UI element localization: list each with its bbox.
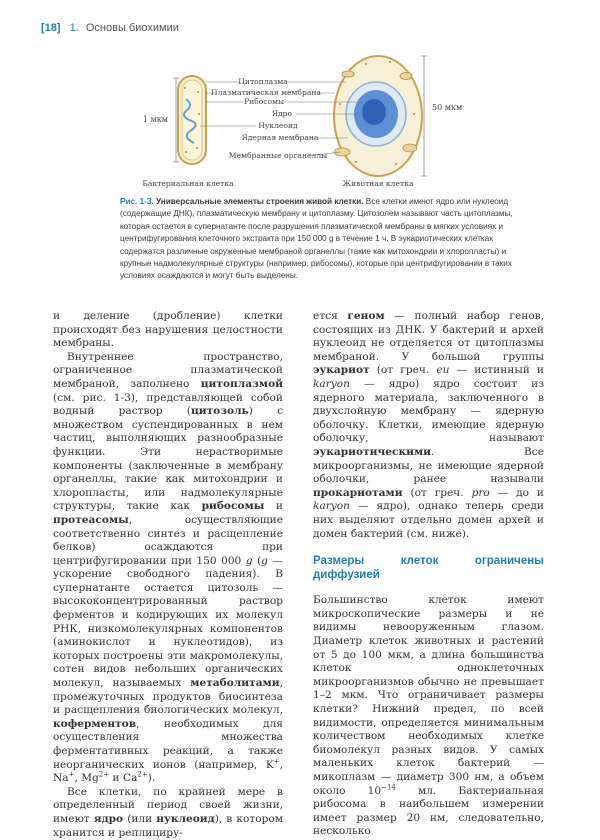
paragraph: ется геном — полный набор генов, состоящих из ДНК. У бактерий и архей нуклеоид не отделяется от цитоплазмы мембраной. У большой группы эукариот (от греч. eu — истинный и karyon — ядро) ядро состоит из ядерного материала, заключенного в двухслойную мембрану — ядерную оболочку. Клетки, имеющие ядерную оболочку, называют эукариотическими. Все микроорганизмы, не имеющие ядерной оболочки, ранее называли прокариотами (от греч. pro — до и karyon — ядро), однако теперь среди них выделяют отдельно домен архей и домен бактерий (см. ниже). [313, 310, 544, 540]
label-cytoplasm: Цитоплазма [238, 77, 288, 86]
label-nucleoid: Нуклеоид [258, 121, 298, 130]
term-proteasomes: протеасомы [53, 513, 129, 526]
animal-cell-drawing [334, 56, 427, 176]
term-eukaryotic: эукариотическими [313, 445, 432, 458]
paragraph: Все клетки, по крайней мере в определенный период своей жизни, имеют ядро (или нуклеоид), в котором хранится и реплициру- [53, 785, 283, 839]
label-animal-cell: Животная клетка [342, 179, 414, 188]
term-nucleus: ядро [93, 812, 124, 825]
scale-bacterium: 1 мкм [142, 115, 168, 124]
label-bacterial-cell: Бактериальная клетка [142, 179, 234, 188]
paragraph: Большинство клеток имеют микроскопические размеры и не видимы невооруженным глазом. Диаметр клеток животных и растений от 5 до 100 мкм, а длина большинства клеток одноклеточных микроорганизмов обычно не превышает 1–2 мкм. Что ограничивает размеры клетки? Нижний предел, по всей видимости, определяется минимальным количеством необходимых клетке биомолекул разных видов. У самых маленьких клеток бактерий — микоплазм — диаметр 300 нм, а объем около $10^{-14}$ мл. Бактериальная рибосома в наибольшем измерении имеет размер 20 нм, следовательно, несколько [313, 594, 544, 838]
right-column [313, 310, 544, 839]
left-column [53, 310, 283, 840]
paragraph: Внутреннее пространство, ограниченное плазматической мембраной, заполнено цитоплазмой (см. рис. 1-3), представляющей собой водный раствор (цитозоль) с множеством суспендированных в нем частиц, выполняющих разнообразные функции. Эти нерастворимые компоненты (заключенные в мембрану органеллы, такие как митохондрии и хлоропласты, или надмолекулярные структуры, такие как рибосомы и протеасомы, осуществляющие соответственно синтез и расщепление белков) осаждаются при центрифугировании при 150 000 g (g — ускорение свободного падения). В супернатанте остается цитозоль — высококонцентрированный раствор ферментов и кодирующих их молекул РНК, низкомолекулярных компонентов (аминокислот и нуклеотидов), из которых построены эти макромолекулы, сотен видов небольших органических молекул, называемых метаболитами, промежуточных продуктов биосинтеза и расщепления биологических молекул, коферментов, необходимых для осуществления множества ферментативных реакций, а также неорганических ионов (например, K+, Na+, $Mg^{2+}$ и $Ca^{2+}$). [53, 350, 283, 785]
term-genome: геном [347, 310, 385, 322]
page-header [41, 22, 179, 34]
label-nuclear-membrane: Ядерная мембрана [241, 133, 319, 142]
term-eukaryotes: эукариот [313, 364, 370, 377]
term-ribosomes: рибосомы [201, 500, 265, 513]
term-cytoplasm: цитоплазмой [200, 377, 283, 390]
term-metabolites: метаболитами [190, 677, 280, 690]
term-coenzymes: коферментов [53, 717, 137, 730]
cell-figure [120, 44, 510, 192]
bacterial-cell-drawing [173, 76, 206, 164]
label-ribosomes: Рибосомы [243, 97, 285, 106]
page-number: [18] [41, 22, 61, 34]
label-plasma-membrane: Плазматическая мембрана [211, 88, 321, 97]
caption-label: Рис. 1-3. [120, 197, 154, 206]
caption-title: Универсальные элементы строения живой клетки. [156, 197, 364, 206]
scale-animal: 50 мкм [432, 103, 463, 112]
term-cytosol: цитозоль [190, 405, 249, 418]
section-title: Основы биохимии [85, 22, 179, 34]
section-heading: Размеры клеток ограничены диффузией [313, 555, 544, 581]
label-membrane-organelles: Мембранные органеллы [228, 151, 328, 160]
section-number: 1. [69, 22, 79, 34]
caption-text: Все клетки имеют ядро или нуклеоид (содержащие ДНК), плазматическую мембрану и цитоплазму. Цитозолем называют часть цитоплазмы, которая остается в супернатанте после разрушения плазматической мембраны в мягких условиях и центрифугирования клеточного экстракта при 150 000 g в течение 1 ч. В эукариотических клетках содержатся различные окруженные мембраной органеллы (такие как митохондрии и хлоропласты) и крупные надмолекулярные структуры (например, рибосомы), которые при центрифугировании в таких условиях осаждаются и могут быть выделены. [120, 197, 513, 281]
paragraph: и деление (дробление) клетки происходят без нарушения целостности мембраны. [53, 310, 283, 350]
term-nucleoid: нуклеоид [156, 812, 215, 825]
term-prokaryotes: прокариотами [313, 486, 403, 499]
label-nucleus: Ядро [271, 109, 293, 118]
figure-caption [120, 196, 515, 283]
